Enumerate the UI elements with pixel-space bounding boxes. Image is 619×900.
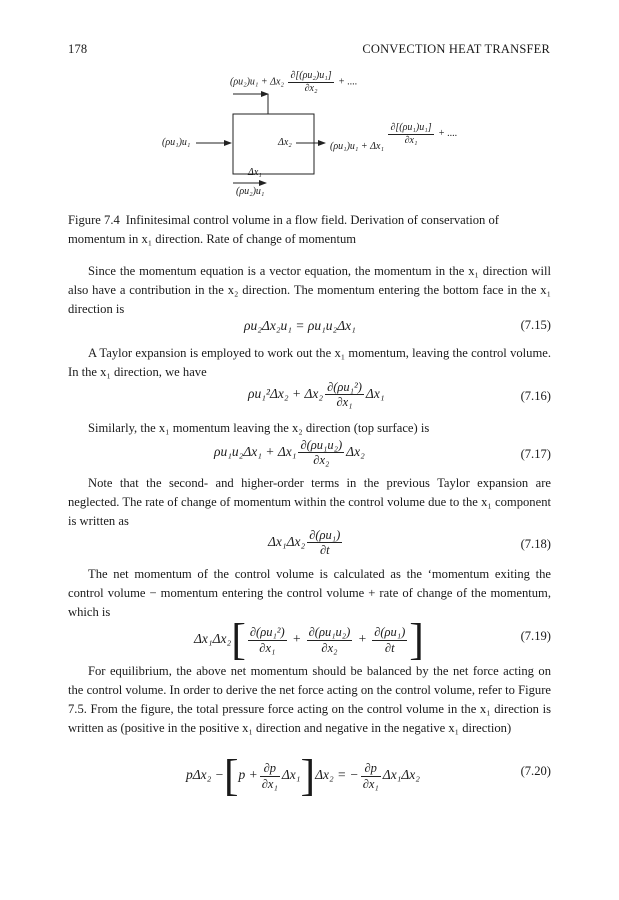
equation-7-19: Δx₁Δx₂[ $\frac{\text{∂(ρu₁²)}}{\text{∂x₁}}$ + $\frac{\text{∂(ρu₁u₂)}}{\text{∂x₂}}$ + $\frac{\text{∂(ρu₁)}}{\partial t}$ ] (7.19) [194,615,551,664]
paragraph-3: Similarly, the x₁ momentum leaving the x₂ direction (top surface) is [88,421,430,435]
control-volume-figure [0,64,619,204]
dx2-label: Δx₂ [278,137,292,148]
dx1-label: Δx₁ [248,167,262,178]
page-number: 178 [68,42,88,56]
caption-label: Figure 7.4 [68,213,120,227]
running-title: CONVECTION HEAT TRANSFER [362,42,550,56]
top-flux-label: (ρu₂)u₁ + Δx₂ $\frac{\text{∂[(ρu₂)u₁]}}{\text{∂x₂}}$ + .... [230,70,358,94]
equation-7-17: ρu₁u₂Δx₁ + Δx₁ $\frac{\text{∂(ρu₁u₂)}}{\text{∂x₂}}$ Δx₂ (7.17) [214,438,551,468]
control-volume-box [233,114,314,174]
paragraph-2: A Taylor expansion is employed to work out the x₁ momentum, leaving the control volume. In the x₁ direction, we have [68,346,551,379]
paragraph-6: For equilibrium, the above net momentum should be balanced by the net force acting on the control volume. In order to derive the net force acting on the control volume, refer to Figure 7.5. From the figure, the total pressure force acting on the control volume in the x₁ direction is written as (positive in the positive x₁ direction and negative in the negative x₁ direction) [68,664,551,735]
caption-text: Infinitesimal control volume in a flow field. Derivation of conservation of momentum in x₁ direction. Rate of change of momentum [68,213,499,246]
equation-7-20: pΔx₂ −[p + $\frac{\partial p}{\text{∂x₁}}$ Δx₁]Δx₂ = − $\frac{\partial p}{\text{∂x₁}}$ Δx₁Δx₂ (7.20) [186,751,551,800]
left-flux-label: (ρu₁)u₁ [162,137,191,148]
figure-caption [68,211,552,249]
paragraph-5: The net momentum of the control volume is calculated as the ‘momentum exiting the control volume − momentum entering the control volume + rate of change of the momentum, which is [68,567,551,619]
equation-7-16: ρu₁²Δx₂ + Δx₂ $\frac{\text{∂(ρu₁²)}}{\text{∂x₁}}$ Δx₁ (7.16) [248,380,551,410]
bottom-flux-label: (ρu₂)u₁ [236,186,265,197]
right-flux-label: (ρu₁)u₁ + Δx₁ $\frac{\text{∂[(ρu₁)u₁]}}{\text{∂x₁}}$ + .... [330,122,458,153]
paragraph-1: Since the momentum equation is a vector equation, the momentum in the x₁ direction will also have a contribution in the x₂ direction. The momentum entering the bottom face in the x₁ direction is [68,264,551,316]
equation-7-15: ρu₂Δx₂u₁ = ρu₁u₂Δx₁ (7.15) [244,318,551,333]
paragraph-4: Note that the second- and higher-order terms in the previous Taylor expansion are neglected. The rate of change of momentum within the control volume due to the x₁ component is written as [68,476,551,528]
equation-7-18: Δx₁Δx₂ $\frac{\text{∂(ρu₁)}}{\partial t}$ (7.18) [268,528,551,558]
